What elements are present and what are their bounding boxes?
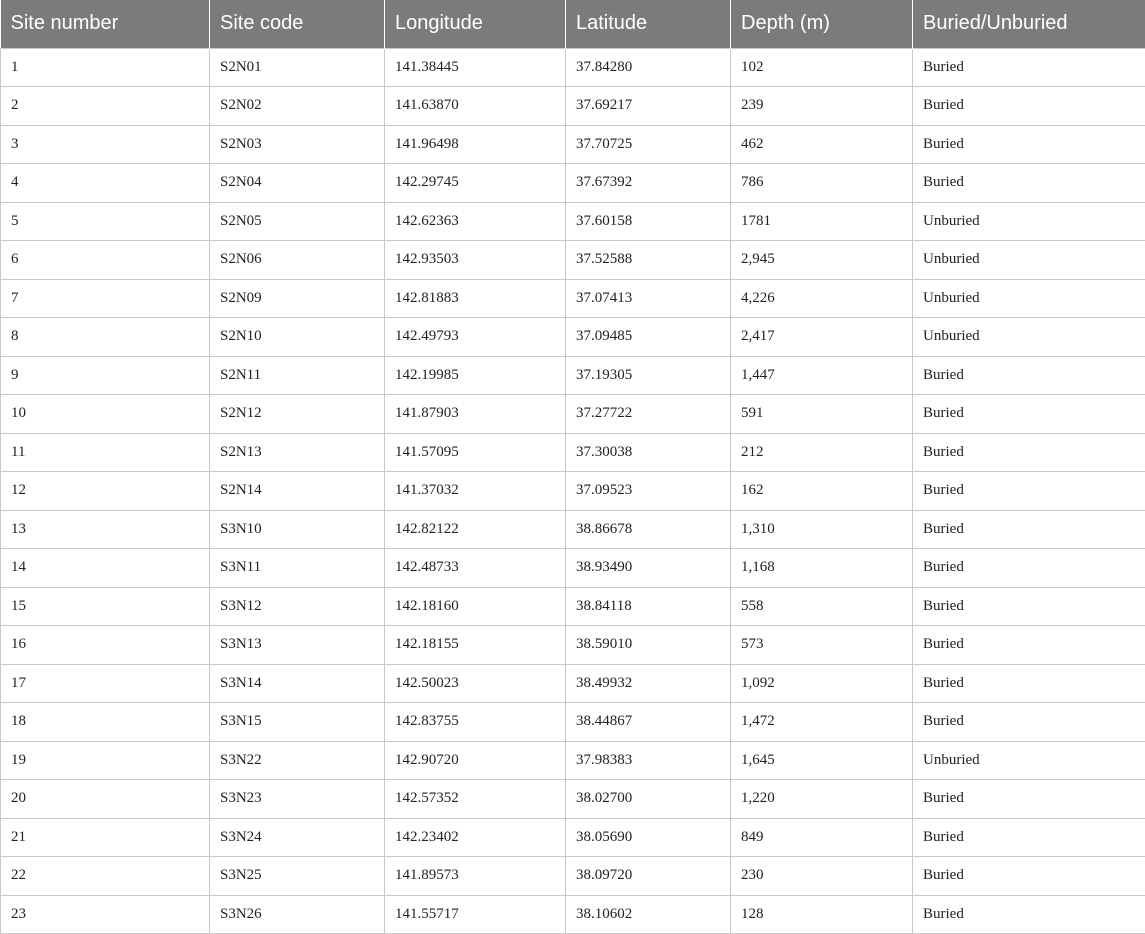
cell-latitude: 37.98383 [566,741,731,780]
table-row [1,549,1145,588]
cell-longitude: 142.50023 [385,664,566,703]
table-row [1,87,1145,126]
table-row [1,356,1145,395]
cell-longitude: 141.87903 [385,395,566,434]
cell-site-number: 16 [1,626,210,665]
cell-latitude: 37.09485 [566,318,731,357]
cell-buried-status: Buried [913,510,1145,549]
cell-buried-status: Buried [913,48,1145,87]
cell-buried-status: Buried [913,549,1145,588]
cell-site-code: S2N03 [210,125,385,164]
cell-longitude: 141.96498 [385,125,566,164]
table-row [1,202,1145,241]
cell-latitude: 38.09720 [566,857,731,896]
cell-site-code: S3N22 [210,741,385,780]
cell-longitude: 142.18160 [385,587,566,626]
cell-site-code: S2N10 [210,318,385,357]
table-row [1,510,1145,549]
table-row [1,703,1145,742]
cell-depth: 212 [731,433,913,472]
cell-depth: 1,645 [731,741,913,780]
cell-longitude: 142.29745 [385,164,566,203]
table-row [1,395,1145,434]
cell-buried-status: Unburied [913,318,1145,357]
cell-site-number: 13 [1,510,210,549]
table-row [1,125,1145,164]
cell-depth: 1,472 [731,703,913,742]
cell-latitude: 38.02700 [566,780,731,819]
cell-latitude: 37.84280 [566,48,731,87]
cell-buried-status: Buried [913,818,1145,857]
cell-longitude: 142.82122 [385,510,566,549]
cell-site-code: S2N09 [210,279,385,318]
cell-longitude: 141.57095 [385,433,566,472]
cell-longitude: 142.23402 [385,818,566,857]
cell-site-number: 4 [1,164,210,203]
header-longitude: Longitude [385,0,566,48]
cell-site-number: 18 [1,703,210,742]
table-row [1,164,1145,203]
cell-buried-status: Unburied [913,202,1145,241]
cell-depth: 591 [731,395,913,434]
table-body [1,48,1145,934]
header-site-code: Site code [210,0,385,48]
cell-longitude: 142.81883 [385,279,566,318]
cell-longitude: 141.55717 [385,895,566,934]
cell-depth: 239 [731,87,913,126]
cell-longitude: 142.93503 [385,241,566,280]
cell-site-code: S3N26 [210,895,385,934]
cell-latitude: 38.93490 [566,549,731,588]
cell-depth: 102 [731,48,913,87]
cell-latitude: 38.84118 [566,587,731,626]
cell-latitude: 37.07413 [566,279,731,318]
cell-depth: 462 [731,125,913,164]
header-depth: Depth (m) [731,0,913,48]
cell-site-code: S3N10 [210,510,385,549]
cell-site-number: 1 [1,48,210,87]
cell-site-code: S2N06 [210,241,385,280]
cell-site-code: S2N04 [210,164,385,203]
cell-buried-status: Unburied [913,741,1145,780]
cell-site-code: S3N12 [210,587,385,626]
cell-depth: 2,945 [731,241,913,280]
cell-latitude: 37.70725 [566,125,731,164]
table-row [1,626,1145,665]
cell-depth: 162 [731,472,913,511]
cell-buried-status: Buried [913,626,1145,665]
cell-latitude: 38.86678 [566,510,731,549]
header-latitude: Latitude [566,0,731,48]
cell-depth: 786 [731,164,913,203]
cell-site-number: 8 [1,318,210,357]
cell-latitude: 37.60158 [566,202,731,241]
cell-site-number: 6 [1,241,210,280]
cell-longitude: 141.38445 [385,48,566,87]
cell-longitude: 141.63870 [385,87,566,126]
table-row [1,895,1145,934]
cell-site-number: 14 [1,549,210,588]
cell-latitude: 37.09523 [566,472,731,511]
table-row [1,857,1145,896]
cell-depth: 849 [731,818,913,857]
cell-site-number: 19 [1,741,210,780]
cell-site-code: S3N14 [210,664,385,703]
cell-longitude: 142.57352 [385,780,566,819]
cell-depth: 558 [731,587,913,626]
cell-site-code: S3N23 [210,780,385,819]
cell-latitude: 38.49932 [566,664,731,703]
cell-buried-status: Buried [913,164,1145,203]
cell-buried-status: Buried [913,125,1145,164]
cell-buried-status: Buried [913,87,1145,126]
header-row [1,0,1145,48]
table-row [1,279,1145,318]
cell-longitude: 142.48733 [385,549,566,588]
table-row [1,664,1145,703]
cell-site-number: 22 [1,857,210,896]
cell-longitude: 142.18155 [385,626,566,665]
cell-depth: 1,168 [731,549,913,588]
cell-depth: 230 [731,857,913,896]
cell-site-code: S3N24 [210,818,385,857]
cell-latitude: 37.19305 [566,356,731,395]
cell-latitude: 37.67392 [566,164,731,203]
cell-buried-status: Buried [913,433,1145,472]
table-row [1,472,1145,511]
cell-longitude: 142.90720 [385,741,566,780]
cell-depth: 1,447 [731,356,913,395]
table-row [1,818,1145,857]
cell-site-number: 9 [1,356,210,395]
header-buried-status: Buried/Unburied [913,0,1145,48]
cell-latitude: 38.10602 [566,895,731,934]
cell-site-code: S2N11 [210,356,385,395]
cell-buried-status: Buried [913,895,1145,934]
cell-site-number: 2 [1,87,210,126]
cell-depth: 1781 [731,202,913,241]
cell-longitude: 142.19985 [385,356,566,395]
table-header [1,0,1145,48]
cell-longitude: 142.62363 [385,202,566,241]
cell-buried-status: Buried [913,356,1145,395]
cell-site-number: 5 [1,202,210,241]
cell-site-code: S3N15 [210,703,385,742]
header-site-number: Site number [1,0,210,48]
table-row [1,587,1145,626]
table-row [1,780,1145,819]
cell-buried-status: Buried [913,587,1145,626]
cell-depth: 128 [731,895,913,934]
cell-site-code: S3N13 [210,626,385,665]
cell-site-code: S2N05 [210,202,385,241]
cell-depth: 2,417 [731,318,913,357]
cell-depth: 4,226 [731,279,913,318]
cell-buried-status: Buried [913,472,1145,511]
cell-depth: 1,092 [731,664,913,703]
cell-buried-status: Buried [913,395,1145,434]
cell-buried-status: Buried [913,780,1145,819]
cell-buried-status: Unburied [913,279,1145,318]
table-row [1,48,1145,87]
cell-site-number: 10 [1,395,210,434]
cell-depth: 573 [731,626,913,665]
cell-site-code: S2N13 [210,433,385,472]
cell-longitude: 141.89573 [385,857,566,896]
cell-site-number: 20 [1,780,210,819]
table-row [1,741,1145,780]
cell-site-code: S3N25 [210,857,385,896]
cell-site-number: 23 [1,895,210,934]
cell-buried-status: Buried [913,857,1145,896]
cell-latitude: 37.30038 [566,433,731,472]
cell-site-number: 11 [1,433,210,472]
cell-site-code: S2N14 [210,472,385,511]
cell-site-code: S3N11 [210,549,385,588]
table-row [1,318,1145,357]
cell-longitude: 142.83755 [385,703,566,742]
cell-depth: 1,310 [731,510,913,549]
cell-site-code: S2N02 [210,87,385,126]
cell-site-number: 7 [1,279,210,318]
cell-latitude: 38.05690 [566,818,731,857]
table-row [1,241,1145,280]
cell-longitude: 142.49793 [385,318,566,357]
cell-site-number: 3 [1,125,210,164]
cell-site-number: 17 [1,664,210,703]
cell-latitude: 38.44867 [566,703,731,742]
cell-latitude: 37.52588 [566,241,731,280]
cell-site-code: S2N12 [210,395,385,434]
cell-latitude: 38.59010 [566,626,731,665]
cell-site-number: 21 [1,818,210,857]
cell-latitude: 37.69217 [566,87,731,126]
cell-latitude: 37.27722 [566,395,731,434]
cell-depth: 1,220 [731,780,913,819]
table-row [1,433,1145,472]
cell-buried-status: Buried [913,703,1145,742]
cell-site-number: 15 [1,587,210,626]
cell-site-number: 12 [1,472,210,511]
cell-buried-status: Unburied [913,241,1145,280]
cell-buried-status: Buried [913,664,1145,703]
cell-longitude: 141.37032 [385,472,566,511]
cell-site-code: S2N01 [210,48,385,87]
